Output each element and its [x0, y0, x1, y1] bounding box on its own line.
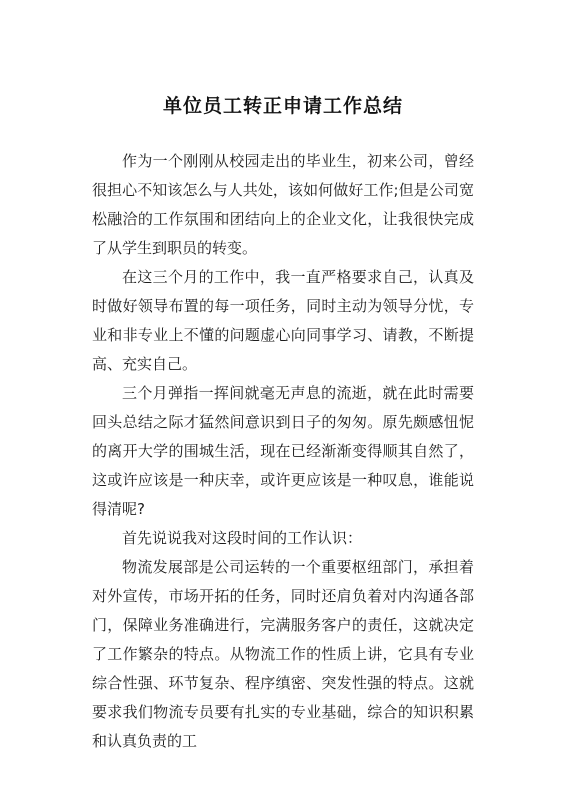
document-body — [92, 147, 474, 756]
paragraph-2: 在这三个月的工作中，我一直严格要求自己，认真及时做好领导布置的每一项任务，同时主动为领导分忧，专业和非专业上不懂的问题虚心向同事学习、请教，不断提高、充实自己。 — [92, 268, 474, 373]
paragraph-4: 首先说说我对这段时间的工作认识： — [122, 529, 363, 547]
paragraph-3: 三个月弹指一挥间就毫无声息的流逝，就在此时需要回头总结之际才猛然间意识到日子的匆匆。原先颇感忸怩的离开大学的围城生活，现在已经渐渐变得顺其自然了，这或许应该是一种庆幸，或许更应该是一种叹息，谁能说得清呢? — [92, 384, 474, 518]
document-title: 单位员工转正申请工作总结 — [162, 95, 403, 117]
paragraph-1: 作为一个刚刚从校园走出的毕业生，初来公司，曾经很担心不知该怎么与人共处，该如何做好工作;但是公司宽松融洽的工作氛围和团结向上的企业文化，让我很快完成了从学生到职员的转变。 — [92, 152, 474, 257]
paragraph-5: 物流发展部是公司运转的一个重要枢纽部门，承担着对外宣传，市场开拓的任务，同时还肩负着对内沟通各部门，保障业务准确进行，完满服务客户的责任，这就决定了工作繁杂的特点。从物流工作的性质上讲，它具有专业综合性强、环节复杂、程序缜密、突发性强的特点。这就要求我们物流专员要有扎实的专业基础，综合的知识积累和认真负责的工 — [92, 558, 474, 750]
